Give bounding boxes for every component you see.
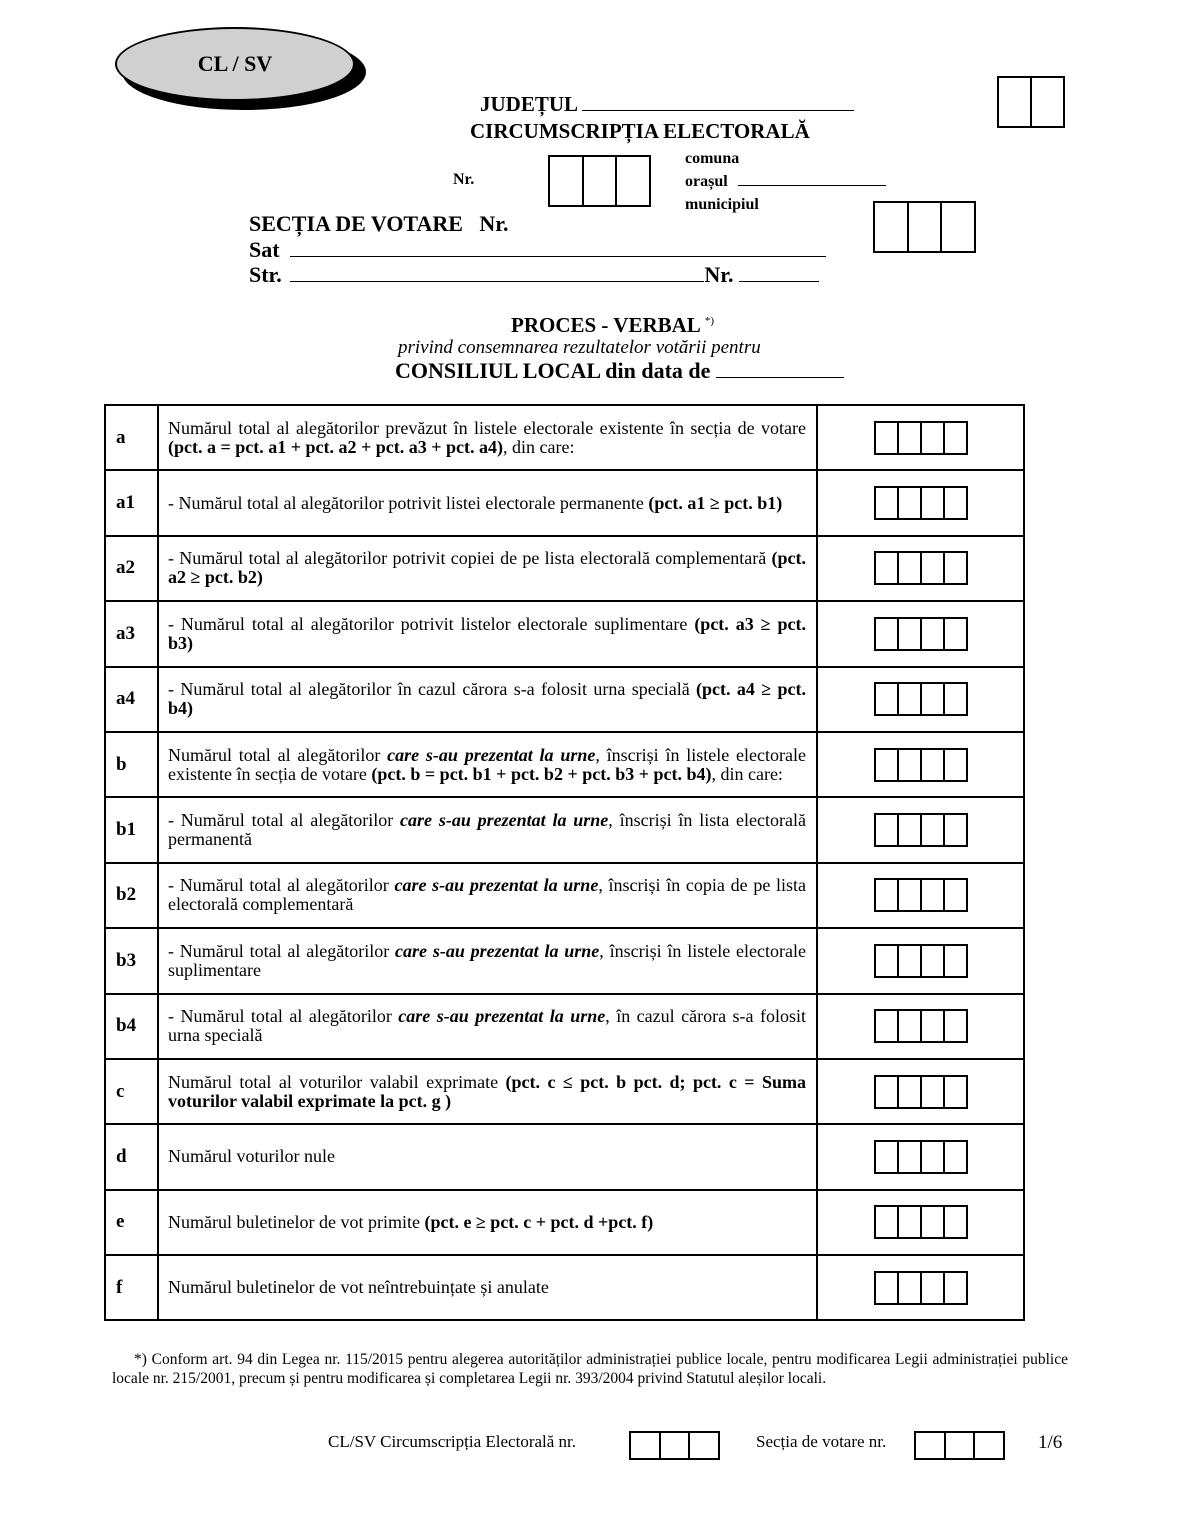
value-cell bbox=[817, 405, 1024, 470]
value-cell bbox=[817, 863, 1024, 928]
judet-label: JUDEȚUL bbox=[480, 92, 577, 116]
value-cell bbox=[817, 1124, 1024, 1189]
row-description bbox=[158, 405, 817, 470]
sectia-nr-boxes[interactable] bbox=[873, 201, 976, 253]
judet-row bbox=[480, 92, 854, 117]
locality-type bbox=[685, 147, 886, 216]
value-digit-boxes[interactable] bbox=[874, 486, 968, 520]
title-footnote-mark: *) bbox=[704, 315, 715, 327]
row-description bbox=[158, 536, 817, 601]
form-type-badge: CL / SV bbox=[115, 27, 355, 101]
value-cell bbox=[817, 732, 1024, 797]
row-code: a3 bbox=[105, 601, 158, 666]
row-description-part: care s-au prezentat la urne bbox=[394, 875, 599, 896]
value-digit-boxes[interactable] bbox=[874, 617, 968, 651]
table-row bbox=[105, 994, 1024, 1059]
doc-title: PROCES - VERBAL bbox=[511, 313, 700, 337]
row-description-part: , înscriși în lista electorală permanentă bbox=[168, 810, 807, 850]
row-code: c bbox=[105, 1059, 158, 1124]
row-description bbox=[158, 928, 817, 993]
table-row bbox=[105, 405, 1024, 470]
row-description-part: , din care: bbox=[711, 763, 783, 784]
row-description-part: - Numărul total al alegătorilor potrivit copiei de pe lista electorală complementară bbox=[168, 548, 772, 569]
results-table bbox=[104, 404, 1025, 1321]
row-description-part: , înscriși în listele electorale suplimentare bbox=[168, 940, 806, 980]
value-digit-boxes[interactable] bbox=[874, 1140, 968, 1174]
table-row bbox=[105, 470, 1024, 535]
row-description bbox=[158, 1255, 817, 1320]
value-digit-boxes[interactable] bbox=[874, 682, 968, 716]
row-code: a4 bbox=[105, 667, 158, 732]
str-nr-field[interactable] bbox=[739, 281, 819, 282]
row-description-part: care s-au prezentat la urne bbox=[387, 744, 596, 765]
date-field[interactable] bbox=[716, 377, 844, 378]
pager-sectia-label: Secția de votare nr. bbox=[756, 1432, 887, 1451]
row-description-part: - Numărul total al alegătorilor potrivit listei electorale permanente bbox=[168, 492, 649, 513]
value-cell bbox=[817, 1190, 1024, 1255]
row-description-part: (pct. b = pct. b1 + pct. b2 + pct. b3 + pct. b4) bbox=[371, 763, 712, 784]
value-digit-boxes[interactable] bbox=[874, 1075, 968, 1109]
comuna-label: comuna bbox=[685, 150, 740, 167]
row-description bbox=[158, 470, 817, 535]
row-description-part: (pct. a3 ≥ pct. b3) bbox=[168, 613, 806, 653]
value-cell bbox=[817, 797, 1024, 862]
row-description bbox=[158, 667, 817, 732]
row-description bbox=[158, 1190, 817, 1255]
circ-nr-label: Nr. bbox=[453, 171, 475, 188]
row-description-part: (pct. a1 ≥ pct. b1) bbox=[648, 492, 783, 513]
row-description-part: (pct. a = pct. a1 + pct. a2 + pct. a3 + pct. a4) bbox=[168, 436, 503, 457]
value-cell bbox=[817, 994, 1024, 1059]
value-digit-boxes[interactable] bbox=[874, 944, 968, 978]
sat-row bbox=[249, 237, 826, 263]
row-description-part: Numărul total al alegătorilor prevăzut în listele electorale existente în secția de votare bbox=[168, 417, 806, 438]
value-digit-boxes[interactable] bbox=[874, 1009, 968, 1043]
title-row bbox=[511, 313, 714, 338]
row-code: f bbox=[105, 1255, 158, 1320]
value-cell bbox=[817, 1059, 1024, 1124]
value-cell bbox=[817, 667, 1024, 732]
row-description-part: , din care: bbox=[503, 436, 575, 457]
municipiul-label: municipiul bbox=[685, 196, 759, 213]
legal-footnote: *) Conform art. 94 din Legea nr. 115/2015 pentru alegerea autorităților administrației publice locale, pentru modificarea Legii administrației publice locale nr. 215/2001, precum și pentru modificarea și completarea Legii nr. 393/2004 privind Statutul aleșilor locali. bbox=[112, 1351, 1068, 1387]
str-field[interactable] bbox=[290, 281, 704, 282]
row-code: b2 bbox=[105, 863, 158, 928]
row-description-part: , în cazul cărora s-a folosit urna specială bbox=[168, 1006, 807, 1046]
row-description-part: - Numărul total al alegătorilor bbox=[168, 810, 401, 831]
table-row bbox=[105, 1190, 1024, 1255]
row-description-part: - Numărul total al alegătorilor bbox=[168, 1006, 399, 1027]
table-row bbox=[105, 797, 1024, 862]
str-row bbox=[249, 262, 819, 288]
row-description bbox=[158, 994, 817, 1059]
county-code-boxes[interactable] bbox=[997, 76, 1065, 128]
row-code: d bbox=[105, 1124, 158, 1189]
row-description-part: - Numărul total al alegătorilor în cazul cărora s-a folosit urna specială bbox=[168, 679, 697, 700]
row-description-part: (pct. c ≤ pct. b pct. d; pct. c = Suma voturilor valabil exprimate la pct. g ) bbox=[168, 1071, 807, 1111]
row-code: b1 bbox=[105, 797, 158, 862]
value-cell bbox=[817, 1255, 1024, 1320]
circ-nr-boxes[interactable] bbox=[548, 155, 651, 207]
value-digit-boxes[interactable] bbox=[874, 1205, 968, 1239]
row-code: b4 bbox=[105, 994, 158, 1059]
row-description-part: (pct. e ≥ pct. c + pct. d +pct. f) bbox=[424, 1211, 654, 1232]
row-description-part: - Numărul total al alegătorilor potrivit listelor electorale suplimentare bbox=[168, 613, 695, 634]
row-code: b bbox=[105, 732, 158, 797]
table-row bbox=[105, 863, 1024, 928]
table-row bbox=[105, 1124, 1024, 1189]
judet-field[interactable] bbox=[582, 110, 854, 111]
table-row bbox=[105, 536, 1024, 601]
value-cell bbox=[817, 601, 1024, 666]
row-description bbox=[158, 863, 817, 928]
council-label: CONSILIUL LOCAL din data de bbox=[395, 358, 711, 383]
row-description-part: care s-au prezentat la urne bbox=[395, 940, 600, 961]
row-description-part: (pct. a2 ≥ pct. b2) bbox=[168, 548, 806, 588]
row-description-part: Numărul buletinelor de vot neîntrebuințate și anulate bbox=[168, 1277, 549, 1298]
table-row bbox=[105, 1059, 1024, 1124]
page-number: 1/6 bbox=[1038, 1432, 1063, 1453]
row-description-part: care s-au prezentat la urne bbox=[398, 1006, 606, 1027]
str-label: Str. bbox=[249, 262, 282, 287]
table-row bbox=[105, 601, 1024, 666]
value-digit-boxes[interactable] bbox=[874, 878, 968, 912]
row-description-part: - Numărul total al alegătorilor bbox=[168, 940, 396, 961]
str-nr-label: Nr. bbox=[704, 262, 734, 287]
pager-circ-label: CL/SV Circumscripția Electorală nr. bbox=[328, 1432, 577, 1451]
table-row bbox=[105, 667, 1024, 732]
sat-field[interactable] bbox=[290, 256, 826, 257]
sectia-label: SECȚIA DE VOTARE Nr. bbox=[249, 211, 509, 236]
pager-circ-boxes[interactable] bbox=[629, 1431, 720, 1460]
doc-subtitle: privind consemnarea rezultatelor votării pentru bbox=[398, 337, 761, 358]
value-digit-boxes[interactable] bbox=[874, 748, 968, 782]
row-code: e bbox=[105, 1190, 158, 1255]
locality-field[interactable] bbox=[738, 185, 886, 186]
table-row bbox=[105, 928, 1024, 993]
row-code: a bbox=[105, 405, 158, 470]
table-row bbox=[105, 1255, 1024, 1320]
row-description-part: - Numărul total al alegătorilor bbox=[168, 875, 395, 896]
value-digit-boxes[interactable] bbox=[874, 421, 968, 455]
orasul-label: orașul bbox=[685, 173, 728, 190]
value-digit-boxes[interactable] bbox=[874, 1271, 968, 1305]
row-description bbox=[158, 601, 817, 666]
council-row bbox=[395, 358, 844, 384]
pager-sectia-boxes[interactable] bbox=[914, 1431, 1005, 1460]
row-code: a1 bbox=[105, 470, 158, 535]
value-cell bbox=[817, 536, 1024, 601]
value-digit-boxes[interactable] bbox=[874, 551, 968, 585]
row-description-part: , înscriși în copia de pe lista electorală complementară bbox=[168, 875, 807, 915]
row-description bbox=[158, 732, 817, 797]
row-description-part: (pct. a4 ≥ pct. b4) bbox=[168, 679, 806, 719]
sat-label: Sat bbox=[249, 237, 280, 262]
row-description-part: Numărul buletinelor de vot primite bbox=[168, 1211, 425, 1232]
row-description-part: Numărul total al alegătorilor bbox=[168, 744, 388, 765]
row-description-part: care s-au prezentat la urne bbox=[400, 810, 609, 831]
row-description-part: Numărul voturilor nule bbox=[168, 1146, 335, 1167]
value-cell bbox=[817, 470, 1024, 535]
row-code: a2 bbox=[105, 536, 158, 601]
row-description-part: , înscriși în listele electorale existente în secția de votare bbox=[168, 744, 806, 784]
row-description bbox=[158, 1124, 817, 1189]
row-description-part: Numărul total al voturilor valabil exprimate bbox=[168, 1071, 506, 1092]
value-cell bbox=[817, 928, 1024, 993]
row-code: b3 bbox=[105, 928, 158, 993]
circumscriptie-label: CIRCUMSCRIPȚIA ELECTORALĂ bbox=[470, 119, 810, 143]
row-description bbox=[158, 797, 817, 862]
value-digit-boxes[interactable] bbox=[874, 813, 968, 847]
table-row bbox=[105, 732, 1024, 797]
row-description bbox=[158, 1059, 817, 1124]
